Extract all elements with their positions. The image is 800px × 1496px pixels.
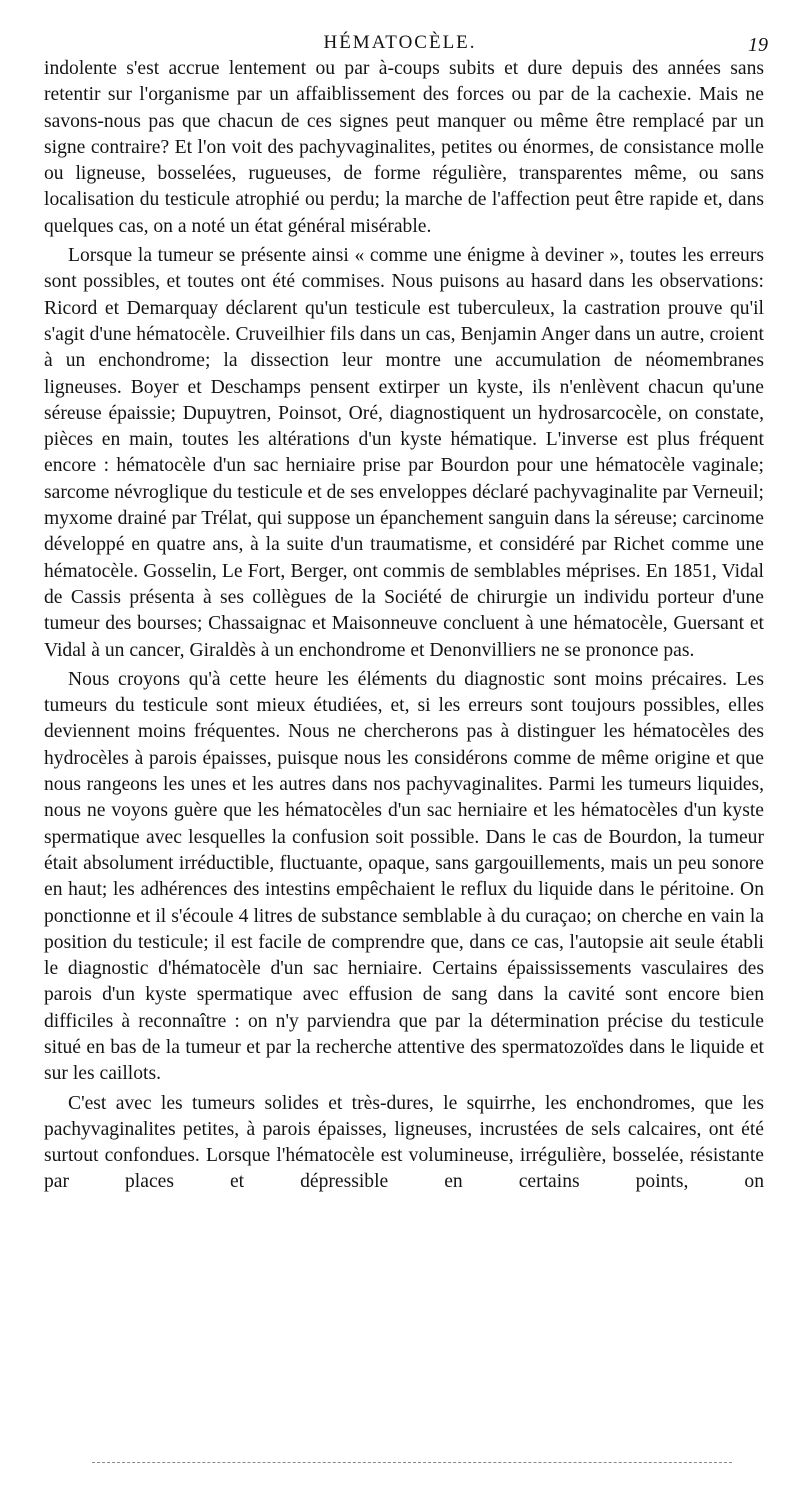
paragraph: Nous croyons qu'à cette heure les éléments du diagnostic sont moins précaires. Les tumeurs du testicule sont mieux étudiées, et, si les erreurs sont toujours possibles, elles deviennent moins fréquentes. Nous ne chercherons pas à distinguer les hématocèles des hydrocèles à parois épaisses, puisque nous les considérons comme de même origine et que nous rangeons les unes et les autres dans nos pachyvaginalites. Parmi les tumeurs liquides, nous ne voyons guère que les hématocèles d'un sac herniaire et les hématocèles d'un kyste spermatique avec lesquelles la confusion soit possible. Dans le cas de Bourdon, la tumeur était absolument irréductible, fluctuante, opaque, sans gargouillements, mais un peu sonore en haut; les adhérences des intestins empêchaient le reflux du liquide dans le péritoine. On ponctionne et il s'écoule 4 litres de substance semblable à du curaçao; on cherche en vain la position du testicule; il est facile de comprendre que, dans ce cas, l'autopsie ait seule établi le diagnostic d'hématocèle d'un sac herniaire. Certains épaississements vasculaires des parois d'un kyste spermatique avec effusion de sang dans la cavité sont encore bien difficiles à reconnaître : on n'y parviendra que par la détermination précise du testicule situé en bas de la tumeur et par la recherche attentive des spermatozoïdes dans le liquide et sur les caillots. xyxy=(44,668,764,1085)
paragraph-final: C'est avec les tumeurs solides et très-dures, le squirrhe, les enchondromes, que les pachyvaginalites petites, à parois épaisses, ligneuses, incrustées de sels calcaires, ont été surtout confondues. Lorsque l'hématocèle est volumineuse, irrégulière, bosselée, résistante par places et dépressible en certains points, on xyxy=(44,1092,764,1193)
running-title: HÉMATOCÈLE. xyxy=(323,32,477,53)
paragraph-continued: indolente s'est accrue lentement ou par à-coups subits et dure depuis des années sans retentir sur l'organisme par un affaiblissement des forces ou par de la cachexie. Mais ne savons-nous pas que chacun de ces signes peut manquer ou même être remplacé par un signe contraire? Et l'on voit des pachyvaginalites, petites ou énormes, de consistance molle ou ligneuse, bosselées, rugueuses, de forme régulière, transparentes même, ou sans localisation du testicule atrophié ou perdu; la marche de l'affection peut être rapide et, dans quelques cas, on a noté un état général misérable. xyxy=(44,58,764,237)
paragraph: Lorsque la tumeur se présente ainsi « comme une énigme à deviner », toutes les erreurs sont possibles, et toutes ont été commises. Nous puisons au hasard dans les observations: Ricord et Demarquay déclarent qu'un testicule est tuberculeux, la castration prouve qu'il s'agit d'une hématocèle. Cruveilhier fils dans un cas, Benjamin Anger dans un autre, croient à un enchondrome; la dissection leur montre une accumulation de néomembranes ligneuses. Boyer et Deschamps pensent extirper un kyste, ils n'enlèvent chacun qu'une séreuse épaissie; Dupuytren, Poinsot, Oré, diagnostiquent un hydrosarcocèle, on constate, pièces en main, toutes les altérations d'un kyste hématique. L'inverse est plus fréquent encore : hématocèle d'un sac herniaire prise par Bourdon pour une hématocèle vaginale; sarcome névroglique du testicule et de ses enveloppes déclaré pachyvaginalite par Verneuil; myxome drainé par Trélat, qui suppose un épanchement sanguin dans la séreuse; carcinome développé en quatre ans, à la suite d'un traumatisme, et considéré par Richet comme une hématocèle. Gosselin, Le Fort, Berger, ont commis de semblables méprises. En 1851, Vidal de Cassis présenta à ses collègues de la Société de chirurgie un individu porteur d'une tumeur des bourses; Chassaignac et Maisonneuve concluent à une hématocèle, Guersant et Vidal à un cancer, Giraldès à un enchondrome et Denonvilliers ne se prononce pas. xyxy=(44,245,764,661)
running-head xyxy=(0,30,800,56)
body-text xyxy=(44,56,764,1199)
page-number: 19 xyxy=(748,34,768,56)
footer-rule xyxy=(92,1462,732,1463)
